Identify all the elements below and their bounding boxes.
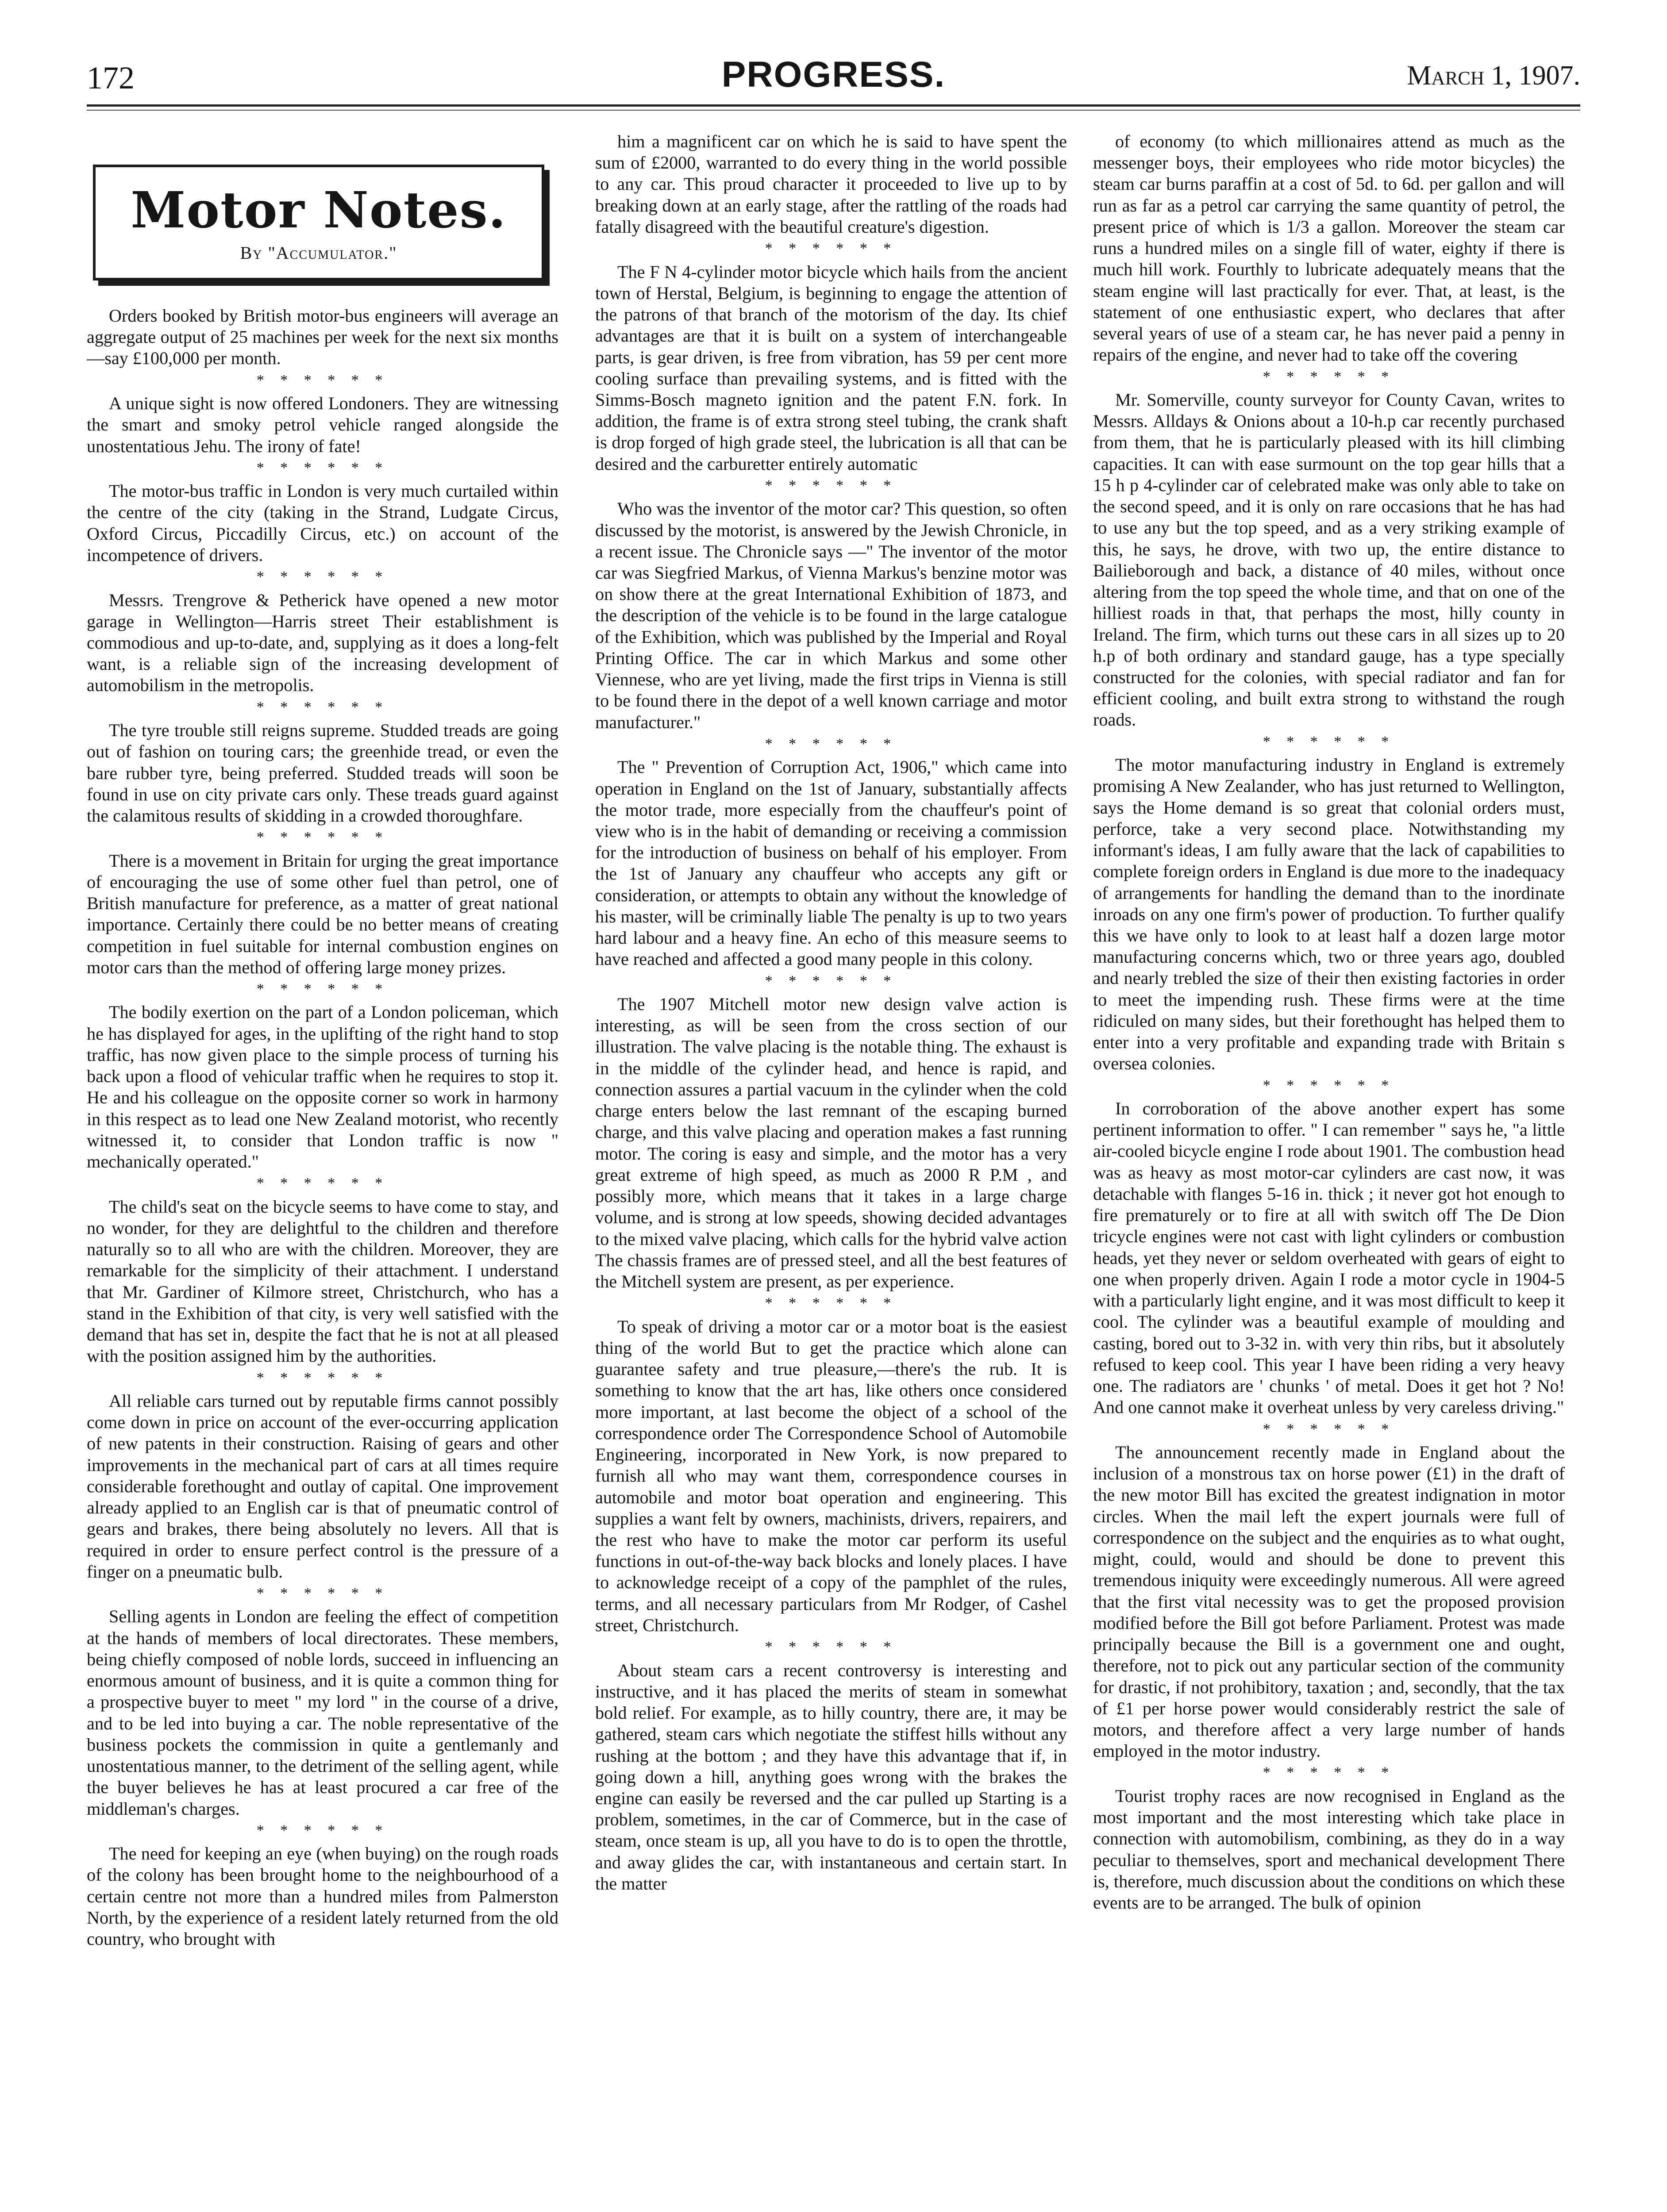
section-separator: * * * * * * <box>256 568 389 585</box>
article-paragraph: In corroboration of the above another expert has some pertinent information to offer. " I can remember " says he, "a little air-cooled bicycle engine I rode about 1901. The combustion head was as heavy as most motor-car cylinders are cast now, it was detachable with flanges 5-16 in. thick ; it never got hot enough to fire prematurely or to fire at all with switch off The De Dion tricycle engines were not cast with light cylinders or combustion heads, yet they never or seldom overheated with gears of eight to one when properly driven. Again I rode a motor cycle in 1904-5 with a particularly light engine, and it was most difficult to keep it cool. The cylinder was a beautiful example of moulding and casting, bored out to 3-32 in. with very thin ribs, but it absolutely refused to keep cool. This year I have been riding a very heavy one. The radiators are ' chunks ' of metal. Does it get hot ? No! And one cannot make it overheat unless by very careless driving." <box>1093 1098 1565 1417</box>
section-separator: * * * * * * <box>765 972 897 989</box>
text-column-1 <box>87 305 558 2212</box>
article-paragraph: The " Prevention of Corruption Act, 1906," which came into operation in England on the 1st of January, substantially affects the motor trade, more especially from the chauffeur's point of view who is in the habit of demanding or receiving a commission for the introduction of business on behalf of his employer. From the 1st of January any chauffeur who accepts any gift or consideration, or attempts to obtain any without the knowledge of his master, will be criminally liable The penalty is up to two years hard labour and a heavy fine. An echo of this measure seems to have reached and affected a good many people in this colony. <box>595 757 1067 969</box>
article-paragraph: The bodily exertion on the part of a London policeman, which he has displayed for ages, in the uplifting of the right hand to stop traffic, has now given place to the simple process of turning his back upon a flood of vehicular traffic when he requires to stop it. He and his colleague on the opposite corner so work in harmony in this respect as to lead one New Zealand motorist, who recently witnessed it, to consider that London traffic is now " mechanically operated." <box>87 1002 558 1172</box>
article-paragraph: The motor-bus traffic in London is very much curtailed within the centre of the city (taking in the Strand, Ludgate Circus, Oxford Circus, Piccadilly Circus, etc.) on account of the incompetence of drivers. <box>87 481 558 565</box>
article-paragraph: The motor manufacturing industry in England is extremely promising A New Zealander, who has just returned to Wellington, says the Home demand is so great that colonial orders must, perforce, take a very second place. Notwithstanding my informant's ideas, I am fully aware that the lack of capabilities to complete foreign orders in England is due more to the inadequacy of arrangements for handling the demand than to the inordinate inroads on any one firm's power of production. To further qualify this we have only to look to at least half a dozen large motor manufacturing concerns which, two or three years ago, doubled and nearly trebled the size of their then existing factories in order to meet the impending rush. These firms were at the time ridiculed on many sides, but their forethought has helped them to enter into a very profitable and expanding trade with Britain s oversea colonies. <box>1093 755 1565 1074</box>
section-separator: * * * * * * <box>765 1639 897 1655</box>
section-separator: * * * * * * <box>765 735 897 752</box>
section-separator: * * * * * * <box>256 699 389 715</box>
article-paragraph: A unique sight is now offered Londoners. They are witnessing the smart and smoky petrol vehicle ranged alongside the unostentatious Jehu. The irony of fate! <box>87 393 558 456</box>
article-paragraph: The tyre trouble still reigns supreme. Studded treads are going out of fashion on touring cars; the greenhide tread, or even the bare rubber tyre, being preferred. Studded treads will soon be found in use on city private cars only. These treads guard against the calamitous results of skidding in a crowded thoroughfare. <box>87 720 558 826</box>
section-separator: * * * * * * <box>256 829 389 846</box>
article-paragraph: Messrs. Trengrove & Petherick have opened a new motor garage in Wellington—Harris street Their establishment is commodious and up-to-date, and, supplying as it does a long-felt want, is a reliable sign of the increasing development of automobilism in the metropolis. <box>87 590 558 695</box>
header-rule-thin <box>87 110 1580 111</box>
article-paragraph: The announcement recently made in England about the inclusion of a monstrous tax on horse power (£1) in the draft of the new motor Bill has excited the greatest indignation in motor circles. When the mail left the expert journals were full of correspondence on the subject and the enquiries as to what ought, might, could, would and should be done to prevent this tremendous iniquity were exceedingly numerous. All were agreed that the first vital necessity was to get the proposed provision modified before the Bill got before Parliament. Protest was made principally because the Bill is a government one and ought, therefore, not to pick out any particular section of the community for drastic, if not prohibitory, taxation ; and, secondly, that the tax of £1 per horse power would considerably restrict the sale of motors, and therefore affect a very large number of hands employed in the motor industry. <box>1093 1442 1565 1761</box>
article-paragraph: To speak of driving a motor car or a motor boat is the easiest thing of the world But to get the practice which alone can guarantee safety and true pleasure,—there's the rub. It is something to know that the art has, like others once considered more important, at last become the object of a school of the correspondence order The Correspondence School of Automobile Engineering, incorporated in New York, is now prepared to furnish all who may want them, correspondence courses in automobile and motor boat operation and engineering. This supplies a want felt by owners, machinists, drivers, repairers, and the rest who have to make the motor car perform its useful functions in out-of-the-way back blocks and lonely places. I have to acknowledge receipt of a copy of the pamphlet of the rules, terms, and all necessary particulars from Mr Rodger, of Cashel street, Christchurch. <box>595 1316 1067 1635</box>
section-separator: * * * * * * <box>256 372 389 388</box>
article-paragraph: Orders booked by British motor-bus engineers will average an aggregate output of 25 machines per week for the next six months—say £100,000 per month. <box>87 306 558 369</box>
section-separator: * * * * * * <box>256 459 389 476</box>
article-paragraph: The F N 4-cylinder motor bicycle which hails from the ancient town of Herstal, Belgium, is beginning to engage the attention of the patrons of that branch of the motorism of the day. Its chief advantages are that it is built on a system of interchangeable parts, is gear driven, is free from vibration, has 59 per cent more cooling surface than prevailing systems, and is fitted with the Simms-Bosch magneto ignition and the patent F.N. fork. In addition, the frame is of extra strong steel tubing, the crank shaft is drop forged of high grade steel, the lubrication is all that can be desired and the carburetter entirely automatic <box>595 261 1067 474</box>
article-byline: By "Accumulator." <box>240 243 397 263</box>
section-separator: * * * * * * <box>256 981 389 998</box>
section-separator: * * * * * * <box>765 1295 897 1312</box>
section-separator: * * * * * * <box>1263 1764 1395 1781</box>
article-paragraph: The 1907 Mitchell motor new design valve action is interesting, as will be seen from the cross section of our illustration. The valve placing is the notable thing. The exhaust is in the middle of the cylinder head, and hence is rapid, and connection assures a partial vacuum in the cylinder when the cold charge enters below the last remnant of the escaping burned charge, and this valve placing and operation makes a fast running motor. The coring is easy and simple, and the motor has a very great extreme of high speed, as much as 2000 R P.M , and possibly more, which means that it takes in a large charge volume, and is strong at low speeds, showing decided advantages to the mixed valve placing, which calls for the hybrid valve action The chassis frames are of pressed steel, and all the best features of the Mitchell system are present, as per experience. <box>595 994 1067 1292</box>
text-column-3 <box>1093 131 1565 2212</box>
article-paragraph: of economy (to which millionaires attend as much as the messenger boys, their employees who ride motor bicycles) the steam car burns paraffin at a cost of 5d. to 6d. per gallon and will run as far as a petrol car carrying the same quantity of petrol, the present price of which is 1/3 a gallon. Moreover the steam car runs a hundred miles on a single fill of water, eighty if there is much hill work. Fourthly to lubricate adequately means that the steam engine will last practically for ever. That, at least, is the statement of one enthusiastic expert, who declares that after several years of use of a steam car, he has never paid a penny in repairs of the engine, and never had to take off the covering <box>1093 131 1565 365</box>
section-separator: * * * * * * <box>1263 1077 1395 1094</box>
article-paragraph: him a magnificent car on which he is said to have spent the sum of £2000, warranted to do every thing in the world possible to any car. This proud character it proceeded to live up to by breaking down at an early stage, after the rattling of the roads had fatally disagreed with the beautiful creature's digestion. <box>595 131 1067 237</box>
article-paragraph: The child's seat on the bicycle seems to have come to stay, and no wonder, for they are delightful to the children and therefore naturally so to all who are with the children. Moreover, they are remarkable for the simplicity of their attachment. I understand that Mr. Gardiner of Kilmore street, Christchurch, who has a stand in the Exhibition of that city, is very well satisfied with the demand that has set in, despite the fact that he is not at all pleased with the position assigned him by the authorities. <box>87 1196 558 1366</box>
article-paragraph: Who was the inventor of the motor car? This question, so often discussed by the motorist, is answered by the Jewish Chronicle, in a recent issue. The Chronicle says —" The inventor of the motor car was Siegfried Markus, of Vienna Markus's benzine motor was on show there at the great International Exhibition of 1873, and the description of the vehicle is to be found in the large catalogue of the Exhibition, which was published by the Imperial and Royal Printing Office. The car in which Markus and some other Viennese, who are yet living, made the first trips in Vienna is still to be found there in the depot of a well known carriage and motor manufacturer." <box>595 499 1067 732</box>
issue-date: March 1, 1907. <box>1407 61 1580 91</box>
section-separator: * * * * * * <box>765 240 897 257</box>
text-column-2 <box>595 131 1067 2212</box>
section-separator: * * * * * * <box>256 1585 389 1602</box>
article-paragraph: Selling agents in London are feeling the effect of competition at the hands of members of local directorates. These members, being chiefly composed of noble lords, succeed in influencing an enormous amount of business, and it is quite a common thing for a prospective buyer to meet " my lord " in the course of a drive, and to be led into buying a car. The noble representative of the business pockets the commission in quite a gentlemanly and unostentatious manner, to the detriment of the selling agent, while the buyer believes he has at least procured a car free of the middleman's charges. <box>87 1606 558 1819</box>
article-paragraph: There is a movement in Britain for urging the great importance of encouraging the use of some other fuel than petrol, one of British manufacture for preference, as a matter of great national importance. Certainly there could be no better means of creating competition in fuel suitable for internal combustion engines on motor cars than the method of offering large money prizes. <box>87 850 558 977</box>
section-separator: * * * * * * <box>765 477 897 494</box>
section-separator: * * * * * * <box>1263 733 1395 750</box>
article-title-box <box>93 165 544 280</box>
section-separator: * * * * * * <box>1263 368 1395 385</box>
article-paragraph: About steam cars a recent controversy is interesting and instructive, and it has placed the merits of steam in somewhat bold relief. For example, as to hilly country, there are, it may be gathered, steam cars which negotiate the stiffest hills without any rushing at the bottom ; and they have this advantage that if, in going down a hill, anything goes wrong with the brakes the engine can easily be reversed and the car pulled up Starting is a problem, sometimes, in the car of Commerce, but in the case of steam, once steam is up, all you have to do is to open the throttle, and away glides the car, with instantaneous and certain start. In the matter <box>595 1660 1067 1893</box>
section-separator: * * * * * * <box>256 1822 389 1839</box>
header-rule <box>87 104 1580 107</box>
section-separator: * * * * * * <box>256 1369 389 1386</box>
article-paragraph: Mr. Somerville, county surveyor for County Cavan, writes to Messrs. Alldays & Onions about a 10-h.p car recently purchased from them, that he is particularly pleased with its hill climbing capacities. It can with ease surmount on the top gear hills that a 15 h p 4-cylinder car of celebrated make was only able to take on the second speed, and it is only on rare occasions that he has had to use any but the top speed, and as a very striking example of this, he says, he drove, with two up, the entire distance to Bailieborough and back, a distance of 40 miles, without once altering from the top speed the whole time, and that on one of the hilliest roads in that, that perhaps the most, hilly county in Ireland. The firm, which turns out these cars in all sizes up to 20 h.p of both ordinary and standard gauge, has a type specially constructed for the colonies, with special radiator and fan for efficient cooling, and built extra strong to withstand the rough roads. <box>1093 389 1565 730</box>
section-separator: * * * * * * <box>1263 1421 1395 1437</box>
page-number: 172 <box>87 60 135 96</box>
article-paragraph: Tourist trophy races are now recognised in England as the most important and the most interesting which take place in connection with automobilism, combining, as they do in a way peculiar to themselves, sport and mechanical development There is, therefore, much discussion about the conditions on which these events are to be arranged. The bulk of opinion <box>1093 1786 1565 1912</box>
article-paragraph: The need for keeping an eye (when buying) on the rough roads of the colony has been brought home to the neighbourhood of a certain centre not more than a hundred miles from Palmerston North, by the experience of a resident lately returned from the old country, who brought with <box>87 1843 558 1949</box>
article-paragraph: All reliable cars turned out by reputable firms cannot possibly come down in price on account of the ever-occurring application of new patents in their construction. Raising of gears and other improvements in the mechanical part of cars at all times require considerable forethought and outlay of capital. One improvement already applied to an English car is that of pneumatic control of gears and brakes, there being absolutely no levers. All that is required in order to ensure perfect control is the pressure of a finger on a pneumatic bulb. <box>87 1390 558 1582</box>
article-title: Motor Notes. <box>131 181 507 239</box>
journal-title: PROGRESS. <box>721 54 946 95</box>
section-separator: * * * * * * <box>256 1175 389 1192</box>
